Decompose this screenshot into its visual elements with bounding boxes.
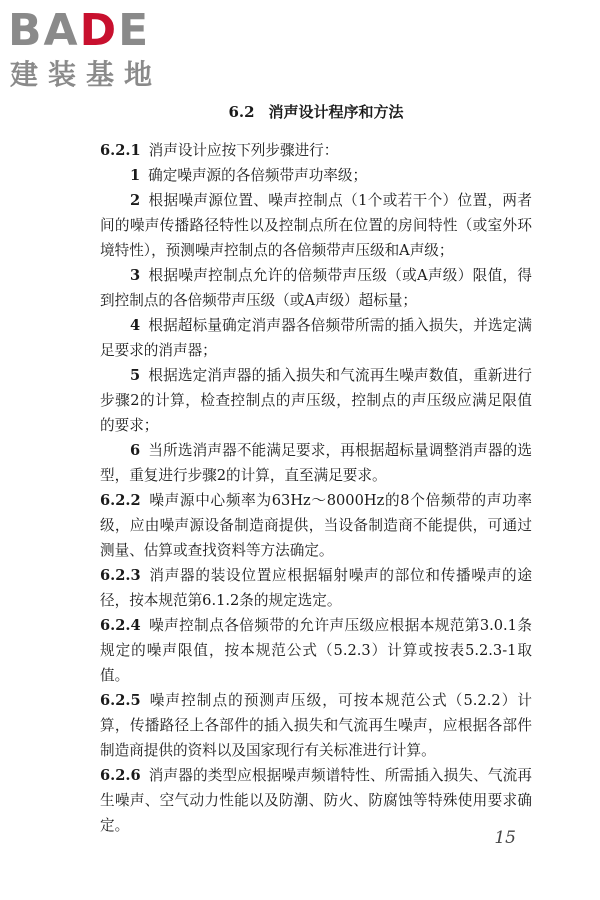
- step-text: 根据噪声源位置、噪声控制点（1个或若干个）位置，两者间的噪声传播路径特性以及控制点所在位置的房间特性（或室外环境特性），预测噪声控制点的各倍频带声压级和A声级；: [100, 192, 532, 259]
- clause-number: 6.2.4: [100, 617, 141, 634]
- step-number: 6: [130, 442, 141, 459]
- step-number: 1: [130, 167, 141, 184]
- step-number: 2: [130, 192, 141, 209]
- clause-step: [100, 263, 532, 313]
- clause: [100, 138, 532, 163]
- clause-text: 消声器的类型应根据噪声频谱特性、所需插入损失、气流再生噪声、空气动力性能以及防潮、防火、防腐蚀等特殊使用要求确定。: [100, 767, 532, 834]
- brand-subtitle: 建装基地: [10, 58, 163, 91]
- clause-step: [100, 438, 532, 488]
- clause-number: 6.2.2: [100, 492, 141, 509]
- clause-number: 6.2.6: [100, 767, 141, 784]
- document-body: [100, 98, 532, 838]
- clause-number: 6.2.1: [100, 142, 141, 159]
- brand-wordmark: BADE: [8, 5, 151, 56]
- clause-step: [100, 188, 532, 263]
- section-number: 6.2: [228, 103, 255, 121]
- clause: [100, 763, 532, 838]
- clause-step: [100, 163, 532, 188]
- step-text: 当所选消声器不能满足要求，再根据超标量调整消声器的选型，重复进行步骤2的计算，直至满足要求。: [100, 442, 532, 484]
- clause-text: 噪声控制点各倍频带的允许声压级应根据本规范第3.0.1条规定的噪声限值，按本规范公式（5.2.3）计算或按表5.2.3-1取值。: [100, 617, 532, 684]
- step-text: 根据噪声控制点允许的倍频带声压级（或A声级）限值，得到控制点的各倍频带声压级（或A声级）超标量；: [100, 267, 532, 309]
- section-title-text: 消声设计程序和方法: [268, 103, 404, 121]
- clause: [100, 613, 532, 688]
- clause: [100, 563, 532, 613]
- page-number: 15: [494, 828, 516, 848]
- step-number: 5: [130, 367, 141, 384]
- clause-step: [100, 363, 532, 438]
- clause: [100, 488, 532, 563]
- clause-number: 6.2.3: [100, 567, 141, 584]
- step-text: 根据选定消声器的插入损失和气流再生噪声数值，重新进行步骤2的计算，检查控制点的声压级，控制点的声压级应满足限值的要求；: [100, 367, 532, 434]
- clause-number: 6.2.5: [100, 692, 141, 709]
- clause-step: [100, 313, 532, 363]
- clause-text: 消声设计应按下列步骤进行：: [148, 142, 339, 159]
- step-text: 根据超标量确定消声器各倍频带所需的插入损失，并选定满足要求的消声器；: [100, 317, 532, 359]
- brand-logo: [8, 4, 178, 96]
- section-title: [100, 98, 532, 126]
- step-text: 确定噪声源的各倍频带声功率级；: [148, 167, 368, 184]
- clause-text: 噪声源中心频率为63Hz～8000Hz的8个倍频带的声功率级，应由噪声源设备制造商提供，当设备制造商不能提供，可通过测量、估算或查找资料等方法确定。: [100, 492, 532, 559]
- clause-text: 噪声控制点的预测声压级，可按本规范公式（5.2.2）计算，传播路径上各部件的插入损失和气流再生噪声，应根据各部件制造商提供的资料以及国家现行有关标准进行计算。: [100, 692, 532, 759]
- step-number: 4: [130, 317, 141, 334]
- clause-text: 消声器的装设位置应根据辐射噪声的部位和传播噪声的途径，按本规范第6.1.2条的规定选定。: [100, 567, 532, 609]
- step-number: 3: [130, 267, 141, 284]
- clause: [100, 688, 532, 763]
